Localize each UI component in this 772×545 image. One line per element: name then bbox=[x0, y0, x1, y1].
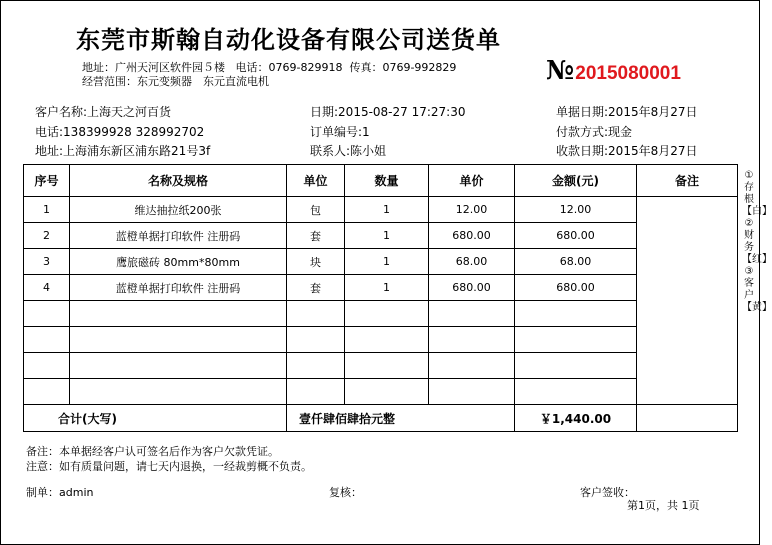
header-name: 名称及规格 bbox=[70, 165, 287, 197]
cell-price bbox=[429, 353, 515, 379]
cell-name bbox=[70, 353, 287, 379]
cell-index bbox=[24, 301, 70, 327]
cell-amount bbox=[515, 327, 637, 353]
cell-name bbox=[70, 379, 287, 405]
table-header-row bbox=[24, 165, 738, 197]
cell-index bbox=[24, 327, 70, 353]
receipt-date: 收款日期:2015年8月27日 bbox=[556, 144, 698, 158]
cell-name: 蓝橙单据打印软件 注册码 bbox=[70, 275, 287, 301]
header-remark: 备注 bbox=[637, 165, 738, 197]
cell-quantity bbox=[345, 353, 429, 379]
contact-person: 联系人:陈小姐 bbox=[310, 144, 387, 158]
table-row bbox=[24, 327, 738, 353]
cell-name: 蓝橙单据打印软件 注册码 bbox=[70, 223, 287, 249]
cell-price: 680.00 bbox=[429, 223, 515, 249]
cell-amount bbox=[515, 301, 637, 327]
cell-quantity: 1 bbox=[345, 197, 429, 223]
table-row bbox=[24, 353, 738, 379]
cell-price bbox=[429, 327, 515, 353]
cell-unit: 包 bbox=[287, 197, 345, 223]
payment-method: 付款方式:现金 bbox=[556, 125, 633, 139]
cell-amount: 12.00 bbox=[515, 197, 637, 223]
remark-cell bbox=[637, 197, 738, 405]
customer-name: 客户名称:上海天之河百货 bbox=[35, 105, 172, 119]
cell-unit: 套 bbox=[287, 275, 345, 301]
company-fax: 传真：0769-992829 bbox=[349, 61, 457, 74]
items-table bbox=[23, 164, 738, 432]
cell-quantity: 1 bbox=[345, 275, 429, 301]
footer-note: 备注：本单据经客户认可签名后作为客户欠款凭证。 bbox=[26, 445, 279, 458]
cell-index: 4 bbox=[24, 275, 70, 301]
cell-price: 68.00 bbox=[429, 249, 515, 275]
cell-price bbox=[429, 379, 515, 405]
cell-index bbox=[24, 353, 70, 379]
cell-index: 3 bbox=[24, 249, 70, 275]
bill-date: 单据日期:2015年8月27日 bbox=[556, 105, 698, 119]
order-number: 订单编号:1 bbox=[310, 125, 370, 139]
document-title: 东莞市斯翰自动化设备有限公司送货单 bbox=[76, 26, 501, 54]
customer-phone: 电话:138399928 328992702 bbox=[35, 125, 205, 139]
cell-unit bbox=[287, 327, 345, 353]
header-amount: 金额(元) bbox=[515, 165, 637, 197]
table-row bbox=[24, 379, 738, 405]
cell-index: 1 bbox=[24, 197, 70, 223]
number-symbol: № bbox=[546, 56, 575, 86]
cell-unit bbox=[287, 379, 345, 405]
cell-unit bbox=[287, 353, 345, 379]
cell-quantity bbox=[345, 301, 429, 327]
cell-amount bbox=[515, 379, 637, 405]
total-words: 壹仟肆佰肆拾元整 bbox=[287, 405, 515, 432]
header-price: 单价 bbox=[429, 165, 515, 197]
cell-name bbox=[70, 301, 287, 327]
table-row bbox=[24, 301, 738, 327]
cell-index: 2 bbox=[24, 223, 70, 249]
cell-amount bbox=[515, 353, 637, 379]
document-number bbox=[546, 56, 681, 86]
cell-amount: 68.00 bbox=[515, 249, 637, 275]
footer-warning: 注意：如有质量问题，请七天内退换，一经裁剪概不负责。 bbox=[26, 460, 312, 473]
cell-quantity: 1 bbox=[345, 249, 429, 275]
table-row bbox=[24, 197, 738, 223]
issue-date: 日期:2015-08-27 17:27:30 bbox=[310, 105, 466, 119]
page-indicator: 第1页，共 1页 bbox=[627, 499, 700, 512]
cell-quantity bbox=[345, 379, 429, 405]
cell-price bbox=[429, 301, 515, 327]
cell-unit: 套 bbox=[287, 223, 345, 249]
table-row bbox=[24, 275, 738, 301]
cell-unit bbox=[287, 301, 345, 327]
company-address: 地址：广州天河区软件园５楼 bbox=[82, 61, 225, 74]
header-unit: 单位 bbox=[287, 165, 345, 197]
table-row bbox=[24, 249, 738, 275]
total-amount: ￥1,440.00 bbox=[515, 405, 637, 432]
cell-name: 鹰旅磁砖 80mm*80mm bbox=[70, 249, 287, 275]
header-quantity: 数量 bbox=[345, 165, 429, 197]
maker: 制单：admin bbox=[26, 486, 94, 499]
cell-price: 12.00 bbox=[429, 197, 515, 223]
cell-quantity bbox=[345, 327, 429, 353]
company-phone: 电话：0769-829918 bbox=[235, 61, 343, 74]
cell-price: 680.00 bbox=[429, 275, 515, 301]
cell-name: 维达抽拉纸200张 bbox=[70, 197, 287, 223]
cell-amount: 680.00 bbox=[515, 223, 637, 249]
customer-address: 地址:上海浦东新区浦东路21号3f bbox=[35, 144, 211, 158]
cell-index bbox=[24, 379, 70, 405]
cell-amount: 680.00 bbox=[515, 275, 637, 301]
total-label: 合计(大写) bbox=[24, 405, 287, 432]
cell-unit: 块 bbox=[287, 249, 345, 275]
table-row bbox=[24, 223, 738, 249]
company-scope: 经营范围：东元变频器 东元直流电机 bbox=[82, 75, 269, 88]
cell-quantity: 1 bbox=[345, 223, 429, 249]
number-value: 2015080001 bbox=[575, 63, 681, 84]
reviewer: 复核： bbox=[329, 486, 362, 499]
total-row bbox=[24, 405, 738, 432]
copy-distribution-note: ①存根【白】②财务【红】③客户【黄】 bbox=[742, 170, 772, 313]
cell-name bbox=[70, 327, 287, 353]
header-index: 序号 bbox=[24, 165, 70, 197]
total-remark bbox=[637, 405, 738, 432]
customer-signature: 客户签收： bbox=[580, 486, 635, 499]
